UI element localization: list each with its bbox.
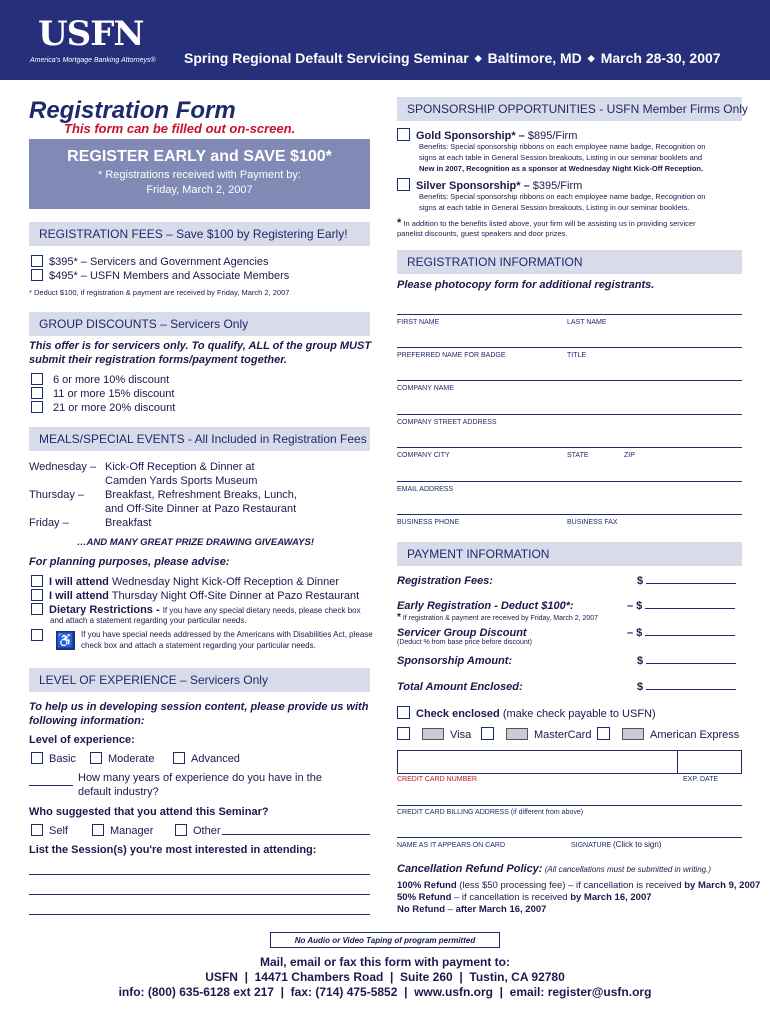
refund-none-label: No Refund <box>397 904 446 915</box>
early-deduct-note-text: If registration & payment are received by Friday, March 2, 2007 <box>402 615 599 622</box>
sponsorship-note-2: panelist discounts, guest speakers and door prizes. <box>397 229 568 238</box>
gold-benefits-3: New in 2007, Recognition as a sponsor at Wednesday Night Kick-Off Reception. <box>419 164 704 173</box>
taping-notice: No Audio or Video Taping of program permitted <box>270 932 500 948</box>
fee-option-1-label: $395* – Servicers and Government Agencies <box>49 256 269 268</box>
signature-label: SIGNATURE <box>571 842 612 849</box>
gold-checkbox[interactable] <box>397 128 410 141</box>
giveaway-text: …AND MANY GREAT PRIZE DRAWING GIVEAWAYS! <box>77 537 314 548</box>
sponsorship-note-1-text: In addition to the benefits listed above, your firm will be assisting us in providing servicer <box>403 219 696 228</box>
fee-option-1-checkbox[interactable] <box>31 255 43 267</box>
attend-thursday-checkbox[interactable] <box>31 589 43 601</box>
group-option-3-label: 21 or more 20% discount <box>53 402 176 414</box>
level-basic <box>31 752 76 765</box>
city-input[interactable] <box>397 447 742 448</box>
cancellation-title: Cancellation Refund Policy: <box>397 863 543 875</box>
credit-card-number-label: CREDIT CARD NUMBER <box>397 776 477 783</box>
company-name-input[interactable] <box>397 380 742 381</box>
cancellation-note: (All cancellations must be submitted in writing.) <box>542 865 711 874</box>
billing-address-label: CREDIT CARD BILLING ADDRESS (if different from above) <box>397 809 584 816</box>
footer-contact: info: (800) 635-6128 ext 217 | fax: (714) 475-5852 | www.usfn.org | email: register@usfn.org <box>118 985 652 999</box>
group-option-2-checkbox[interactable] <box>31 387 43 399</box>
early-headline: REGISTER EARLY and SAVE $100* <box>67 148 332 165</box>
suggested-self <box>31 824 68 837</box>
friday-label: Friday – <box>29 517 69 529</box>
credit-card-number-input[interactable] <box>398 751 678 773</box>
sponsorship-amount-field[interactable] <box>637 655 736 667</box>
fee-option-2 <box>31 269 289 282</box>
fee-note: * Deduct $100, if registration & payment are received by Friday, March 2, 2007 <box>29 288 290 297</box>
friday-event: Breakfast <box>105 517 152 529</box>
sessions-line-1[interactable] <box>29 874 370 875</box>
cancellation-heading <box>397 863 711 875</box>
suggested-self-label: Self <box>49 825 68 837</box>
level-advanced-label: Advanced <box>191 753 240 765</box>
form-subtitle: This form can be filled out on-screen. <box>64 121 296 136</box>
attend-thursday <box>31 589 359 602</box>
silver-benefits-1: Benefits: Special sponsorship ribbons on each employee name badge, Recognition on <box>419 192 706 201</box>
city-label: COMPANY CITY <box>397 452 450 459</box>
group-discount-label: Servicer Group Discount <box>397 627 527 639</box>
sessions-line-2[interactable] <box>29 894 370 895</box>
group-intro-1: This offer is for servicers only. To qualify, ALL of the group MUST <box>29 340 372 352</box>
email-input[interactable] <box>397 481 742 482</box>
registration-fees-label: Registration Fees: <box>397 575 493 587</box>
level-advanced <box>173 752 240 765</box>
refund-100-date: by March 9, 2007 <box>684 880 761 891</box>
sponsorship-heading: SPONSORSHIP OPPORTUNITIES - USFN Member Firms Only <box>397 97 742 121</box>
early-registration-box <box>29 139 370 209</box>
registration-info-heading: REGISTRATION INFORMATION <box>397 250 742 274</box>
ada-checkbox[interactable] <box>31 629 43 641</box>
suggested-other-checkbox[interactable] <box>175 824 187 836</box>
attend-thursday-label: Thursday Night Off-Site Dinner at Pazo Restaurant <box>108 590 360 602</box>
total-input[interactable] <box>646 681 736 690</box>
sponsorship-amount-input[interactable] <box>646 655 736 664</box>
experience-intro-2: following information: <box>29 715 145 727</box>
attend-wednesday-checkbox[interactable] <box>31 575 43 587</box>
attend-wednesday-bold: I will attend <box>49 576 109 588</box>
street-address-label: COMPANY STREET ADDRESS <box>397 419 497 426</box>
group-intro-2: submit their registration forms/payment together. <box>29 354 287 366</box>
attend-wednesday <box>31 575 339 588</box>
refund-none <box>397 904 546 915</box>
level-moderate-label: Moderate <box>108 753 155 765</box>
refund-50-date: by March 16, 2007 <box>570 892 652 903</box>
level-basic-label: Basic <box>49 753 76 765</box>
planning-text: For planning purposes, please advise: <box>29 556 230 568</box>
footer-address: USFN | 14471 Chambers Road | Suite 260 | Tustin, CA 92780 <box>205 970 565 984</box>
refund-none-date: after March 16, 2007 <box>455 904 547 915</box>
group-discount-note: (Deduct % from base price before discount) <box>397 639 533 646</box>
dietary-checkbox[interactable] <box>31 603 43 615</box>
email-label: EMAIL ADDRESS <box>397 486 454 493</box>
wednesday-label: Wednesday – <box>29 461 97 473</box>
check-enclosed <box>397 706 656 720</box>
dietary-line-2: and attach a statement regarding your particular needs. <box>50 616 247 625</box>
amex-label: American Express <box>650 729 740 741</box>
thursday-event-1: Breakfast, Refreshment Breaks, Lunch, <box>105 489 297 501</box>
dollar-sign: $ <box>637 655 644 667</box>
group-discount-input[interactable] <box>645 627 735 636</box>
silver-label: Silver Sponsorship* – <box>416 180 533 192</box>
attend-wednesday-label: Wednesday Night Kick-Off Reception & Dinner <box>108 576 339 588</box>
group-option-1-checkbox[interactable] <box>31 373 43 385</box>
early-line-2: Friday, March 2, 2007 <box>146 184 253 196</box>
pay-amex <box>597 727 739 741</box>
seminar-dates: March 28-30, 2007 <box>600 50 721 66</box>
refund-100-label: 100% Refund <box>397 880 457 891</box>
gold-benefits-1: Benefits: Special sponsorship ribbons on each employee name badge, Recognition on <box>419 142 706 151</box>
street-address-input[interactable] <box>397 414 742 415</box>
early-deduct-label: Early Registration - Deduct $100*: <box>397 600 574 612</box>
years-question-2: default industry? <box>78 786 159 798</box>
silver-benefits-2: signs at each table in General Session breakouts, Listing in our seminar booklets. <box>419 203 690 212</box>
group-option-2-label: 11 or more 15% discount <box>53 388 175 400</box>
check-enclosed-note: (make check payable to USFN) <box>499 708 656 720</box>
fee-option-2-checkbox[interactable] <box>31 269 43 281</box>
suggested-self-checkbox[interactable] <box>31 824 43 836</box>
fax-label: BUSINESS FAX <box>567 519 618 526</box>
meals-heading: MEALS/SPECIAL EVENTS - All Included in Registration Fees <box>29 427 370 451</box>
silver-sponsorship <box>397 178 582 192</box>
diamond-icon: ◆ <box>474 53 482 63</box>
total-field[interactable] <box>637 681 736 693</box>
level-label: Level of experience: <box>29 734 135 746</box>
suggested-manager-label: Manager <box>110 825 154 837</box>
mastercard-card-icon <box>506 728 528 740</box>
visa-checkbox[interactable] <box>397 727 410 740</box>
refund-none-text: – <box>445 904 456 915</box>
fee-option-1 <box>31 255 269 268</box>
minus-dollar-sign: – $ <box>627 600 643 612</box>
experience-intro-1: To help us in developing session content, please provide us with <box>29 701 369 713</box>
company-name-label: COMPANY NAME <box>397 385 454 392</box>
group-discount-field[interactable] <box>627 627 735 639</box>
name-on-card-label: NAME AS IT APPEARS ON CARD <box>397 842 506 849</box>
seminar-name: Spring Regional Default Servicing Seminar <box>184 50 469 66</box>
experience-heading: LEVEL OF EXPERIENCE – Servicers Only <box>29 668 370 692</box>
billing-address-input[interactable] <box>397 805 742 806</box>
wednesday-event-2: Camden Yards Sports Museum <box>105 475 258 487</box>
ada-line-1: If you have special needs addressed by the Americans with Disabilities Act, please <box>81 630 373 639</box>
early-deduct-input[interactable] <box>645 600 735 609</box>
ada-checkbox-row <box>31 629 49 642</box>
early-deduct-field[interactable] <box>627 600 735 612</box>
group-option-2 <box>31 387 174 400</box>
header-banner <box>0 0 770 80</box>
check-enclosed-label: Check enclosed <box>416 708 500 720</box>
name-on-card-input[interactable] <box>397 837 742 838</box>
total-label: Total Amount Enclosed: <box>397 681 523 693</box>
seminar-title <box>184 50 721 66</box>
state-label: STATE <box>567 452 589 459</box>
first-name-label: FIRST NAME <box>397 319 440 326</box>
wednesday-event-1: Kick-Off Reception & Dinner at <box>105 461 255 473</box>
footer-mail: Mail, email or fax this form with payment to: <box>259 955 511 969</box>
registration-fees-input[interactable] <box>646 575 736 584</box>
level-advanced-checkbox[interactable] <box>173 752 185 764</box>
wheelchair-icon: ♿ <box>56 632 75 648</box>
registration-fees-field[interactable] <box>637 575 736 587</box>
diamond-icon: ◆ <box>587 53 595 63</box>
sponsorship-amount-label: Sponsorship Amount: <box>397 655 513 667</box>
level-moderate-checkbox[interactable] <box>90 752 102 764</box>
group-option-3 <box>31 401 175 414</box>
group-discounts-heading: GROUP DISCOUNTS – Servicers Only <box>29 312 370 336</box>
last-name-label: LAST NAME <box>567 319 607 326</box>
attend-thursday-bold: I will attend <box>49 590 109 602</box>
suggested-manager <box>92 824 153 837</box>
level-basic-checkbox[interactable] <box>31 752 43 764</box>
refund-50-label: 50% Refund <box>397 892 452 903</box>
years-input[interactable] <box>29 785 73 786</box>
sessions-line-3[interactable] <box>29 914 370 915</box>
level-moderate <box>90 752 154 765</box>
visa-card-icon <box>422 728 444 740</box>
badge-name-label: PREFERRED NAME FOR BADGE <box>397 352 506 359</box>
visa-label: Visa <box>450 729 472 741</box>
group-option-3-checkbox[interactable] <box>31 401 43 413</box>
gold-label: Gold Sponsorship* – <box>416 130 528 142</box>
group-option-1-label: 6 or more 10% discount <box>53 374 170 386</box>
dollar-sign: $ <box>637 681 644 693</box>
thursday-label: Thursday – <box>29 489 85 501</box>
title-label: TITLE <box>567 352 587 359</box>
early-line-1: * Registrations received with Payment by: <box>98 169 301 181</box>
sessions-question: List the Session(s) you're most interested in attending: <box>29 844 317 856</box>
phone-label: BUSINESS PHONE <box>397 519 460 526</box>
gold-sponsorship <box>397 128 577 142</box>
dollar-sign: $ <box>637 575 644 587</box>
suggested-other-label: Other <box>193 825 221 837</box>
credit-card-box <box>397 750 742 774</box>
other-input[interactable] <box>222 834 370 835</box>
dietary-label: If you have any special dietary needs, please check box <box>162 606 361 615</box>
pay-mastercard <box>481 727 591 741</box>
first-name-input[interactable] <box>397 314 742 315</box>
exp-date-label: EXP. DATE <box>683 776 719 783</box>
years-question-1: How many years of experience do you have in the <box>78 772 322 784</box>
payment-heading: PAYMENT INFORMATION <box>397 542 742 566</box>
ada-line-2: check box and attach a statement regarding your particular needs. <box>81 641 316 650</box>
refund-100 <box>397 880 760 891</box>
suggested-question: Who suggested that you attend this Seminar? <box>29 806 269 818</box>
refund-50 <box>397 892 652 903</box>
amex-checkbox[interactable] <box>597 727 610 740</box>
group-option-1 <box>31 373 169 386</box>
gold-price: $895/Firm <box>527 130 578 142</box>
amex-card-icon <box>622 728 644 740</box>
photocopy-note: Please photocopy form for additional registrants. <box>397 279 655 291</box>
mastercard-label: MasterCard <box>534 729 592 741</box>
phone-input[interactable] <box>397 514 742 515</box>
silver-checkbox[interactable] <box>397 178 410 191</box>
gold-benefits-2: signs at each table in General Session breakouts, Listing in our seminar booklets and <box>419 153 703 162</box>
seminar-location: Baltimore, MD <box>487 50 582 66</box>
dietary-bold: Dietary Restrictions - <box>49 604 163 616</box>
dietary-restrictions <box>31 603 361 616</box>
zip-label: ZIP <box>624 452 635 459</box>
sponsorship-note-1: * In addition to the benefits listed above, your firm will be assisting us in providing servicer <box>397 217 696 229</box>
registration-fees-heading: REGISTRATION FEES – Save $100 by Registering Early! <box>29 222 370 246</box>
silver-price: $395/Firm <box>532 180 583 192</box>
form-title: Registration Form <box>29 97 236 124</box>
suggested-other <box>175 824 221 837</box>
logo-tagline: America's Mortgage Banking Attorneys® <box>30 57 156 64</box>
refund-50-text: – if cancellation is received <box>451 892 571 903</box>
check-enclosed-checkbox[interactable] <box>397 706 410 719</box>
fee-option-2-label: $495* – USFN Members and Associate Members <box>49 270 290 282</box>
refund-100-text: (less $50 processing fee) – if cancellation is received <box>456 880 685 891</box>
suggested-manager-checkbox[interactable] <box>92 824 104 836</box>
signature-field[interactable]: (Click to sign) <box>613 840 662 849</box>
thursday-event-2: and Off-Site Dinner at Pazo Restaurant <box>105 503 297 515</box>
exp-date-input[interactable] <box>678 751 741 773</box>
pay-visa <box>397 727 471 741</box>
badge-name-input[interactable] <box>397 347 742 348</box>
early-deduct-note: * If registration & payment are received by Friday, March 2, 2007 <box>397 612 599 623</box>
usfn-logo: USFN <box>38 14 144 54</box>
mastercard-checkbox[interactable] <box>481 727 494 740</box>
minus-dollar-sign: – $ <box>627 627 643 639</box>
